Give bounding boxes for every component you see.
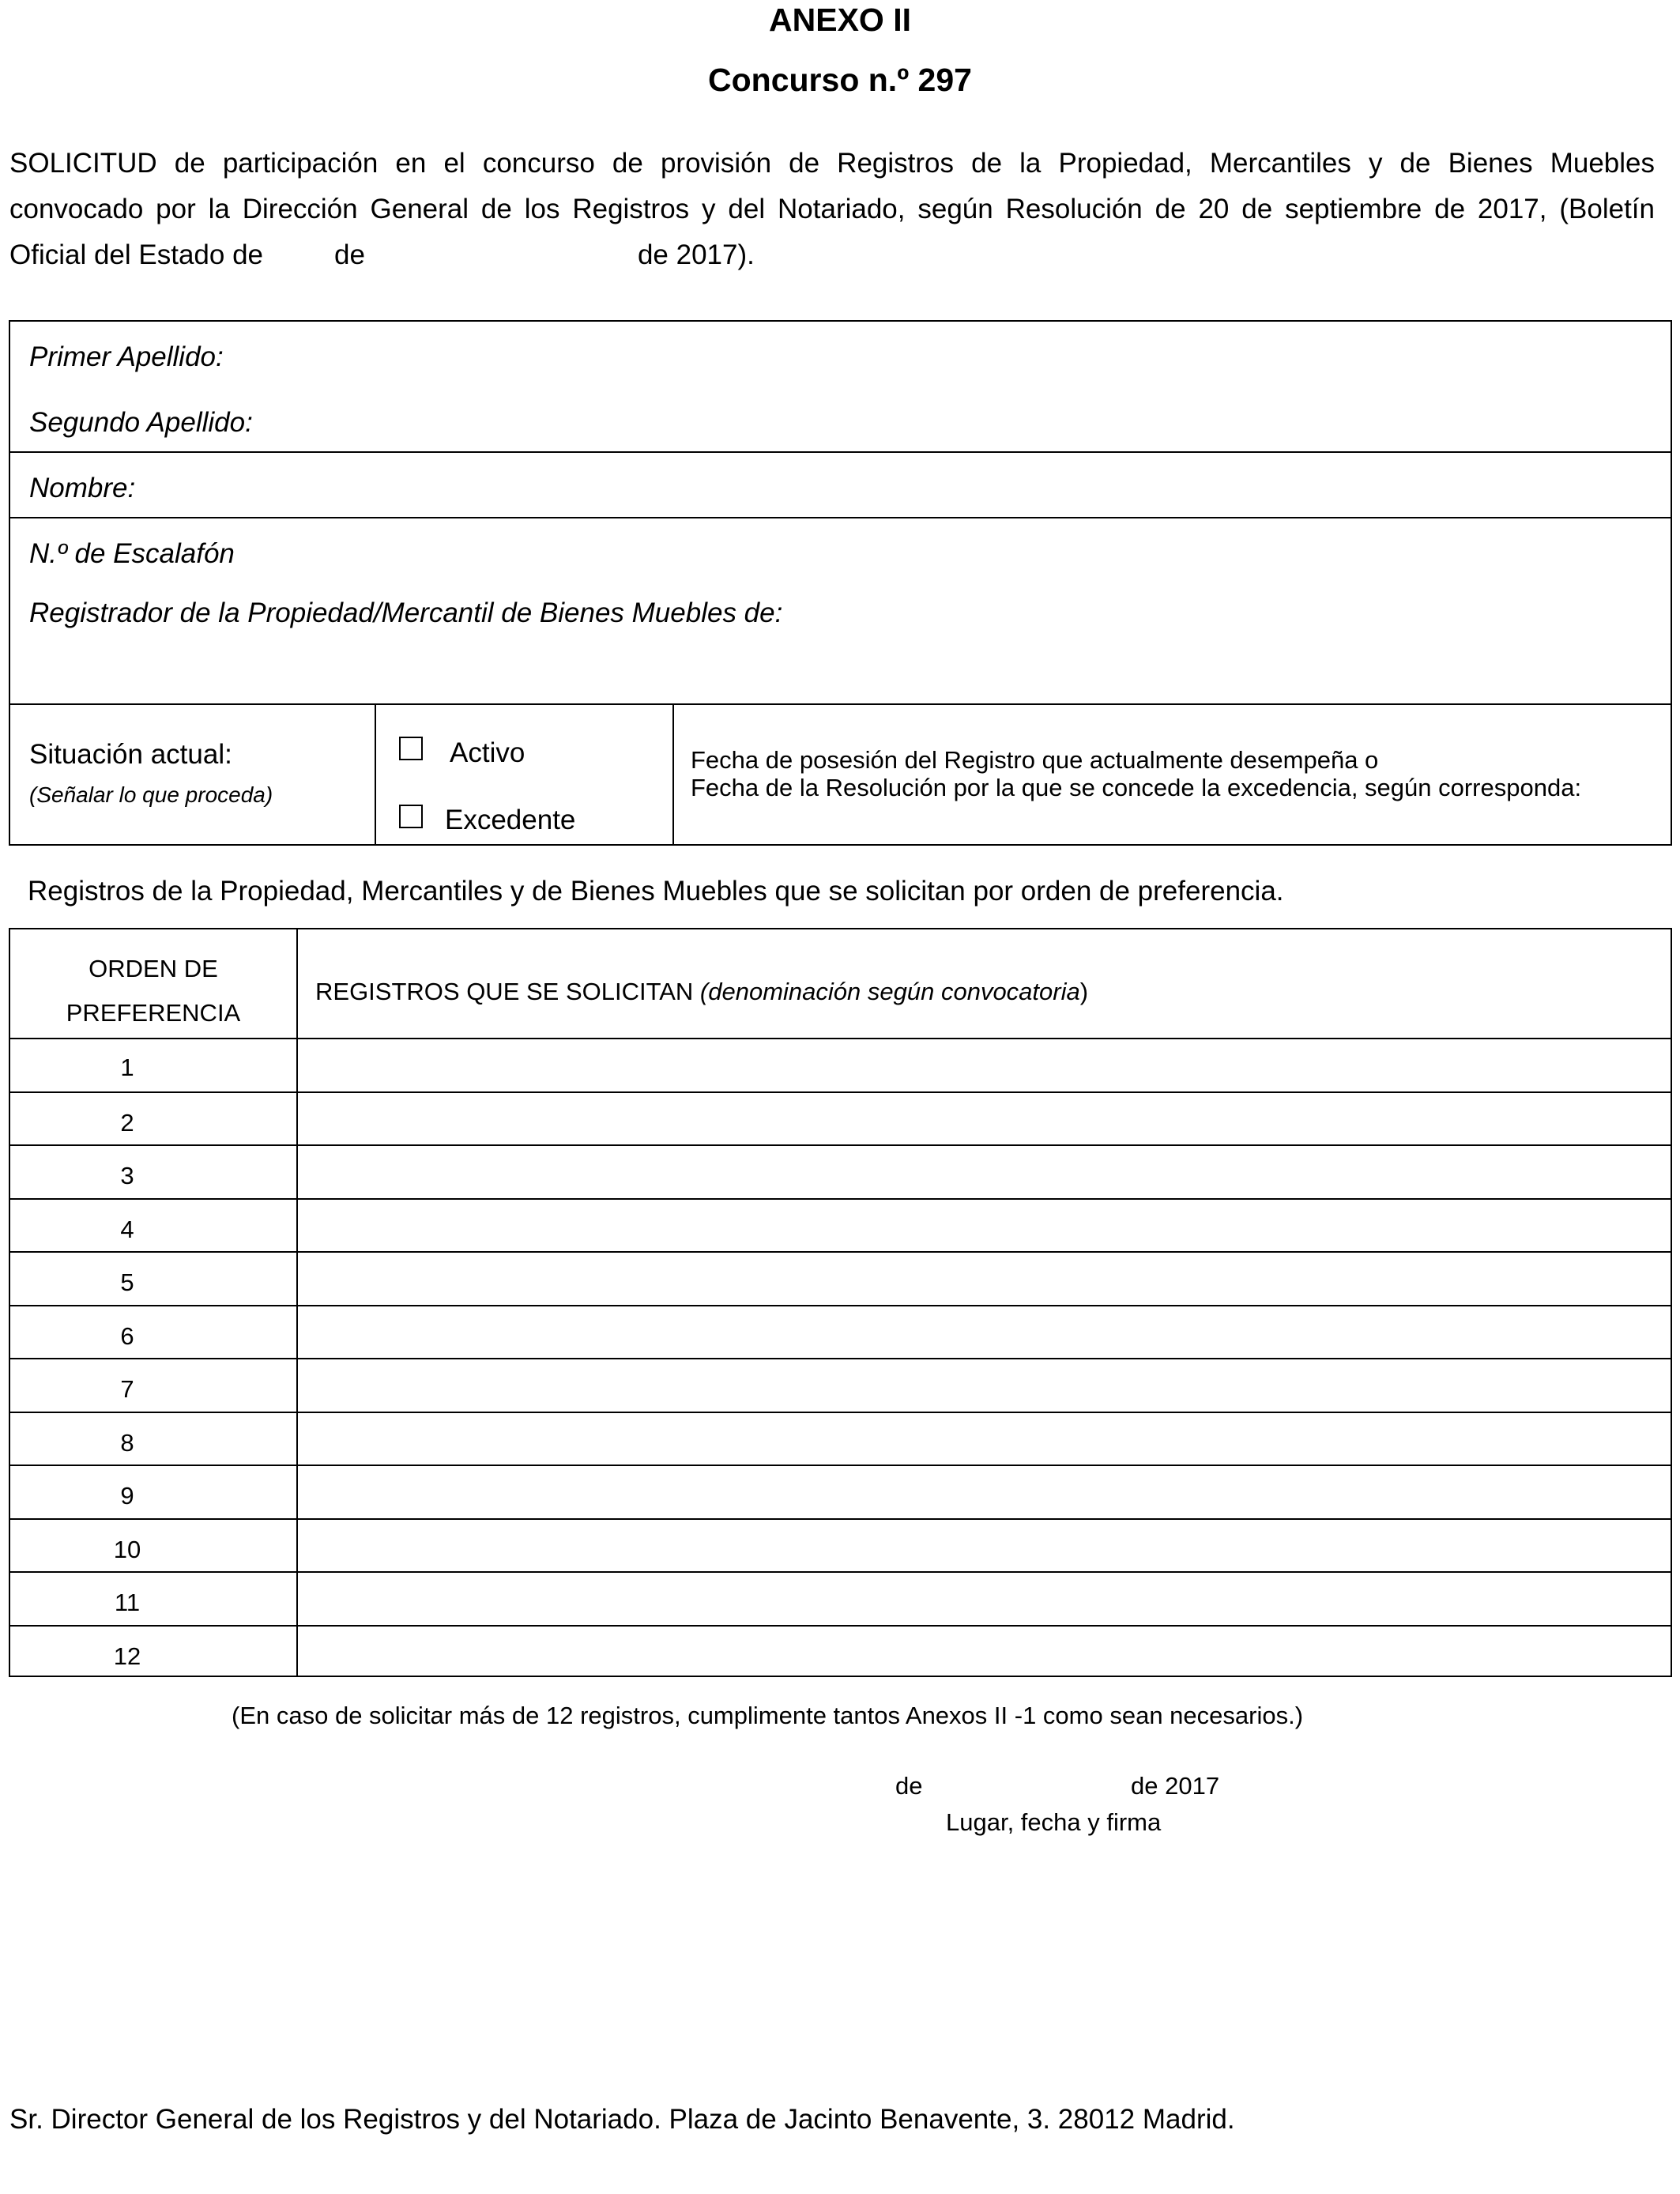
- table-row: [10, 1251, 1671, 1306]
- table-row: [10, 1571, 1671, 1627]
- footer-address: Sr. Director General de los Registros y del Notariado. Plaza de Jacinto Benavente, 3. 28012 Madrid.: [9, 2104, 1235, 2135]
- signature-caption: Lugar, fecha y firma: [946, 1808, 1162, 1836]
- segundo-apellido-field[interactable]: Segundo Apellido:: [29, 407, 253, 438]
- personal-data-box: [9, 320, 1672, 846]
- situacion-hint: (Señalar lo que proceda): [29, 782, 273, 807]
- intro-boe-label: Oficial del Estado de: [9, 239, 264, 270]
- table-row: [10, 1625, 1671, 1680]
- table-row: [10, 1518, 1671, 1574]
- registro-entry-cell[interactable]: [298, 1093, 1671, 1147]
- row-number: 12: [113, 1642, 141, 1670]
- registro-entry-cell[interactable]: [298, 1146, 1671, 1200]
- note-text: (En caso de solicitar más de 12 registros, cumplimente tantos Anexos II -1 como sean necesarios.): [232, 1702, 1304, 1729]
- signature-de: de: [895, 1772, 923, 1800]
- row-number: 3: [120, 1162, 134, 1189]
- row-number: 5: [120, 1269, 134, 1296]
- table-row: [10, 1412, 1671, 1467]
- registro-entry-cell[interactable]: [298, 1359, 1671, 1413]
- fecha-posesion-text: Fecha de posesión del Registro que actualmente desempeña o: [691, 746, 1379, 774]
- row-number: 1: [120, 1054, 134, 1081]
- col-registros-close: ): [1079, 978, 1089, 1005]
- registro-entry-cell[interactable]: [298, 1573, 1671, 1627]
- situacion-label: Situación actual:: [29, 739, 232, 770]
- intro-line-1: SOLICITUD de participación en el concurso de provisión de Registros de la Propiedad, Mercantiles y de Bienes Muebles: [9, 148, 1655, 179]
- table-row: [10, 1305, 1671, 1360]
- activo-checkbox[interactable]: [399, 737, 423, 760]
- registro-entry-cell[interactable]: [298, 1520, 1671, 1574]
- registro-entry-cell[interactable]: [298, 1627, 1671, 1680]
- registrador-field[interactable]: Registrador de la Propiedad/Mercantil de Bienes Muebles de:: [29, 598, 783, 628]
- col-orden-header: [10, 947, 296, 1035]
- table-row: [10, 1465, 1671, 1520]
- signature-year: de 2017: [1131, 1772, 1220, 1800]
- row-number: 11: [114, 1589, 141, 1616]
- primer-apellido-field[interactable]: Primer Apellido:: [29, 341, 224, 372]
- registro-entry-cell[interactable]: [298, 1306, 1671, 1360]
- registro-entry-cell[interactable]: [298, 1466, 1671, 1520]
- contest-number: Concurso n.º 297: [708, 62, 972, 98]
- col-registros-header: [315, 978, 1088, 1006]
- intro-paragraph: [9, 141, 1655, 278]
- registros-intro: Registros de la Propiedad, Mercantiles y de Bienes Muebles que se solicitan por orden de preferencia.: [28, 876, 1284, 907]
- registro-entry-cell[interactable]: [298, 1038, 1671, 1091]
- fecha-resolucion-text: Fecha de la Resolución por la que se concede la excedencia, según corresponda:: [691, 774, 1582, 801]
- table-row: [10, 1038, 1671, 1091]
- col-registros-label: REGISTROS QUE SE SOLICITAN: [315, 978, 694, 1005]
- row-number: 6: [120, 1321, 134, 1350]
- table-row: [10, 1091, 1671, 1147]
- nombre-field[interactable]: Nombre:: [29, 473, 136, 503]
- registro-entry-cell[interactable]: [298, 1253, 1671, 1306]
- annex-title: ANEXO II: [769, 2, 911, 38]
- col-orden-line2: PREFERENCIA: [66, 999, 241, 1027]
- col-orden-line1: ORDEN DE: [89, 955, 218, 982]
- row-number: 8: [120, 1428, 134, 1457]
- row-number: 10: [113, 1535, 141, 1563]
- registro-entry-cell[interactable]: [298, 1200, 1671, 1253]
- escalafon-field[interactable]: N.º de Escalafón: [29, 538, 235, 569]
- row-number: 7: [120, 1375, 134, 1403]
- activo-label: Activo: [450, 737, 525, 768]
- row-number: 2: [120, 1108, 134, 1137]
- intro-line-3: [9, 232, 1655, 278]
- table-row: [10, 1358, 1671, 1413]
- table-row: [10, 1198, 1671, 1253]
- intro-de: de: [334, 239, 365, 270]
- row-number: 4: [120, 1215, 134, 1243]
- excedente-checkbox[interactable]: [399, 805, 423, 828]
- registro-entry-cell[interactable]: [298, 1413, 1671, 1467]
- row-number: 9: [120, 1482, 134, 1510]
- col-registros-italic: (denominación según convocatoria: [699, 978, 1080, 1005]
- excedente-label: Excedente: [445, 805, 576, 835]
- table-row: [10, 1144, 1671, 1200]
- registros-table: [9, 928, 1672, 1677]
- intro-year: de 2017).: [637, 239, 755, 270]
- registros-rows: [10, 1038, 1671, 1676]
- intro-line-2: convocado por la Dirección General de los Registros y del Notariado, según Resolución de 20 de septiembre de 2017, (Boletín: [9, 194, 1655, 224]
